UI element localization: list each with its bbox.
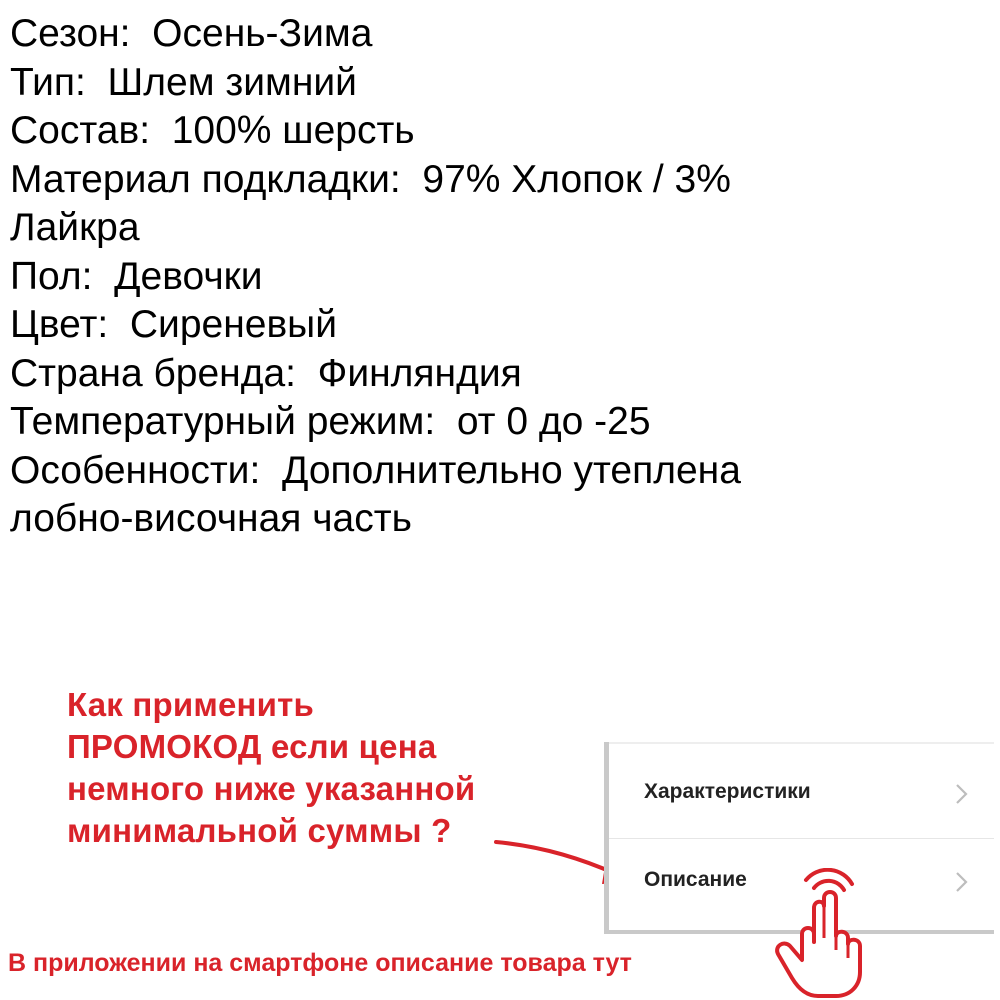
chevron-right-icon [951,870,971,894]
app-description-hint: В приложении на смартфоне описание товара тут [8,949,632,977]
spec-season: Сезон: Осень-Зима [10,12,373,55]
spec-composition: Состав: 100% шерсть [10,109,415,152]
promo-line: минимальной суммы ? [67,812,452,849]
spec-color: Цвет: Сиреневый [10,303,337,346]
menu-item-label: Описание [644,868,747,891]
spec-features-continued: лобно-височная часть [10,497,412,540]
spec-type: Тип: Шлем зимний [10,60,357,104]
panel-top-border [609,742,994,744]
spec-gender: Пол: Девочки [10,254,263,298]
spec-features: Особенности: Дополнительно утеплена [10,448,741,492]
promo-line: ПРОМОКОД если цена [67,728,437,765]
spec-brand-country: Страна бренда: Финляндия [10,351,522,395]
promo-line: Как применить [67,686,314,723]
promo-line: немного ниже указанной [67,770,476,807]
chevron-right-icon [951,782,971,806]
spec-lining-continued: Лайкра [10,206,140,249]
pointing-hand-icon [770,868,865,1000]
product-specs [10,10,990,544]
menu-item-label: Характеристики [644,780,811,803]
spec-lining: Материал подкладки: 97% Хлопок / 3% [10,157,731,201]
promo-question [67,684,475,852]
spec-temperature: Температурный режим: от 0 до -25 [10,400,651,443]
menu-item-characteristics[interactable] [609,752,994,838]
menu-divider [609,838,994,839]
